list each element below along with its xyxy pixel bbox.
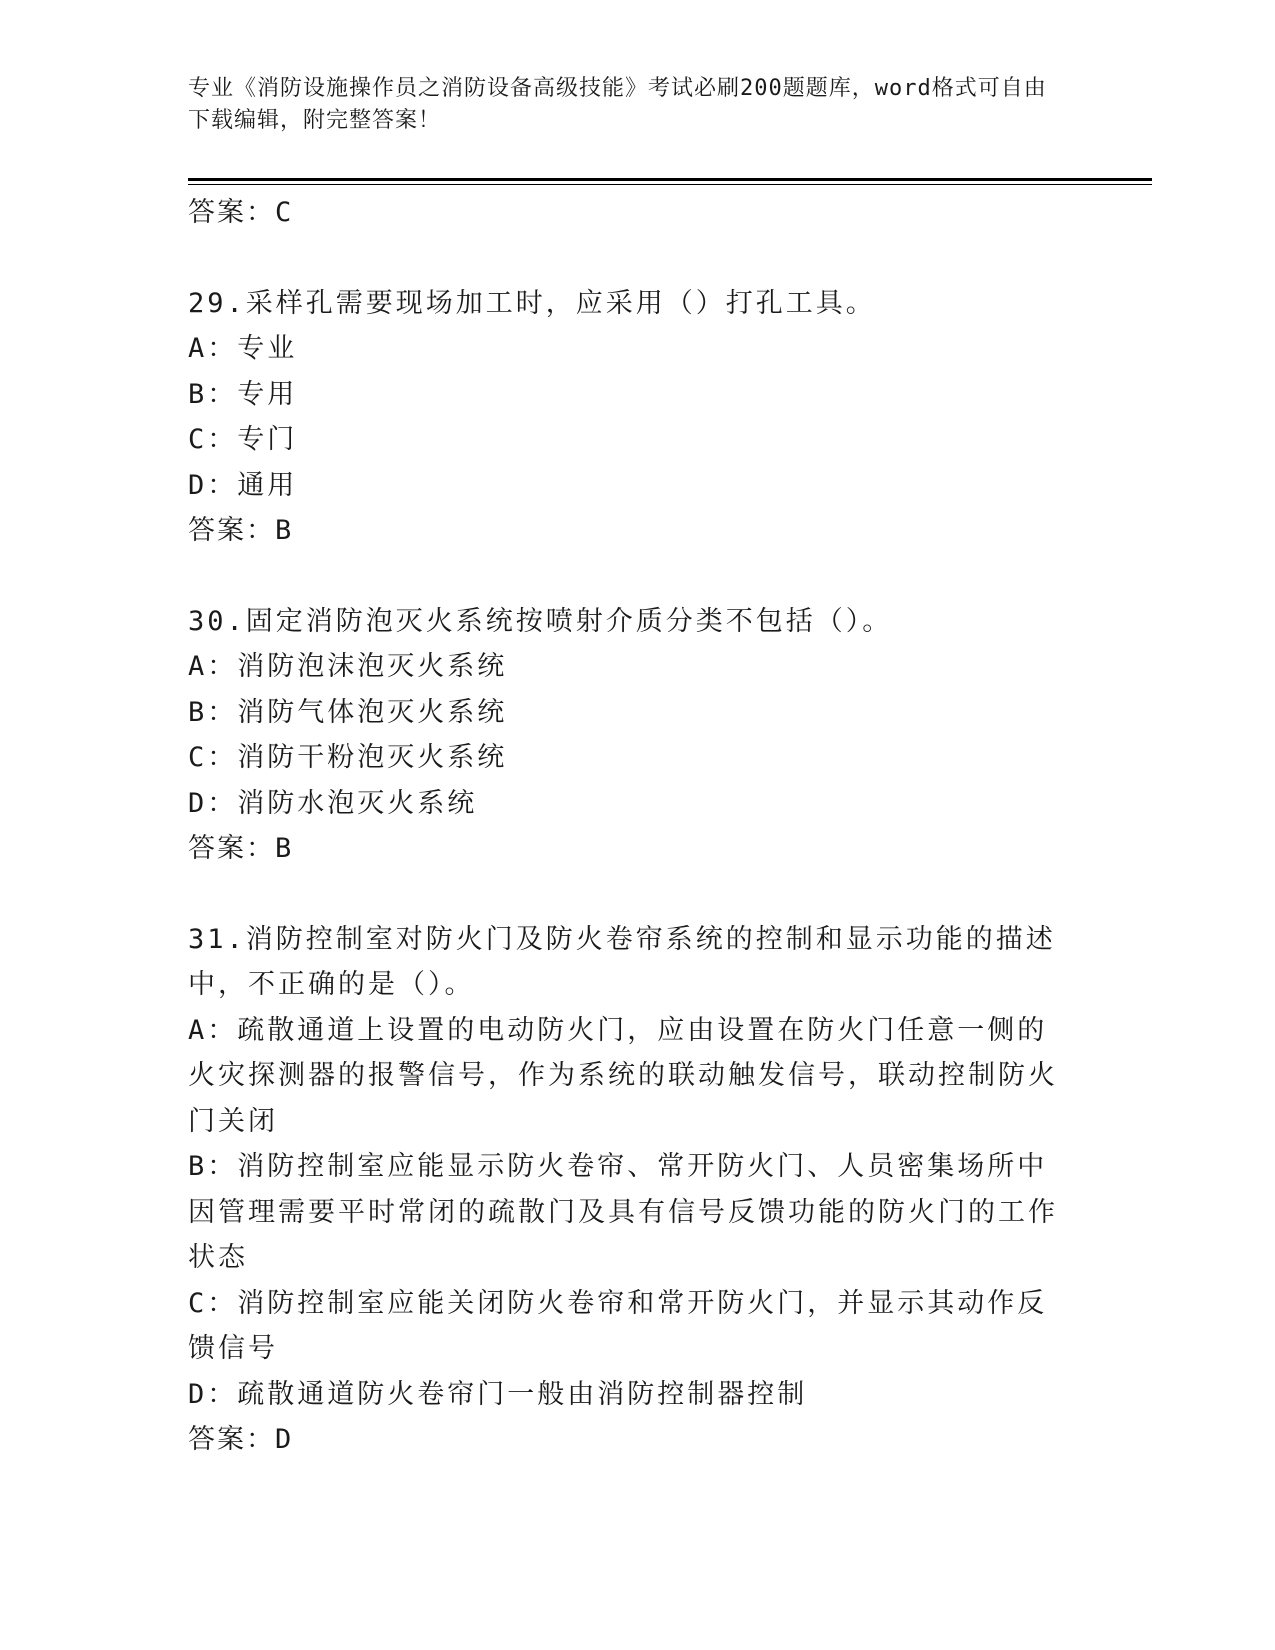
question-29 (188, 281, 1088, 554)
option-c: C：消防控制室应能关闭防火卷帘和常开防火门，并显示其动作反馈信号 (188, 1287, 1048, 1364)
option-a: A：专业 (188, 333, 298, 364)
option-d: D：消防水泡灭火系统 (188, 787, 478, 819)
answer-line: 答案：D (188, 1424, 294, 1455)
option-b: B：消防气体泡灭火系统 (188, 696, 508, 728)
option-c: C：专门 (188, 424, 298, 455)
question-stem: 31.消防控制室对防火门及防火卷帘系统的控制和显示功能的描述中，不正确的是（）。 (188, 923, 1056, 1000)
previous-answer: 答案：C (188, 197, 294, 228)
option-c: C：消防干粉泡灭火系统 (188, 742, 508, 773)
option-b: B：专用 (188, 378, 298, 410)
question-31 (188, 917, 1088, 1463)
option-a: A：消防泡沫泡灭火系统 (188, 651, 508, 682)
option-d: D：通用 (188, 469, 298, 501)
question-list (188, 190, 1088, 1463)
document-header: 专业《消防设施操作员之消防设备高级技能》考试必刷200题题库，word格式可自由下载编辑，附完整答案！ (188, 76, 1047, 133)
answer-line: 答案：B (188, 515, 294, 546)
question-stem: 30.固定消防泡灭火系统按喷射介质分类不包括（）。 (188, 605, 893, 637)
option-d: D：疏散通道防火卷帘门一般由消防控制器控制 (188, 1378, 808, 1410)
header-rule-thick (188, 178, 1152, 181)
spacer (188, 236, 1088, 281)
question-30 (188, 599, 1088, 872)
header-rule-thin (188, 184, 1152, 185)
option-a: A：疏散通道上设置的电动防火门，应由设置在防火门任意一侧的火灾探测器的报警信号，作为系统的联动触发信号，联动控制防火门关闭 (188, 1014, 1058, 1137)
answer-line: 答案：B (188, 833, 294, 864)
question-stem: 29.采样孔需要现场加工时，应采用（）打孔工具。 (188, 287, 876, 319)
option-b: B：消防控制室应能显示防火卷帘、常开防火门、人员密集场所中因管理需要平时常闭的疏散门及具有信号反馈功能的防火门的工作状态 (188, 1151, 1058, 1273)
spacer (188, 554, 1088, 599)
spacer (188, 872, 1088, 917)
